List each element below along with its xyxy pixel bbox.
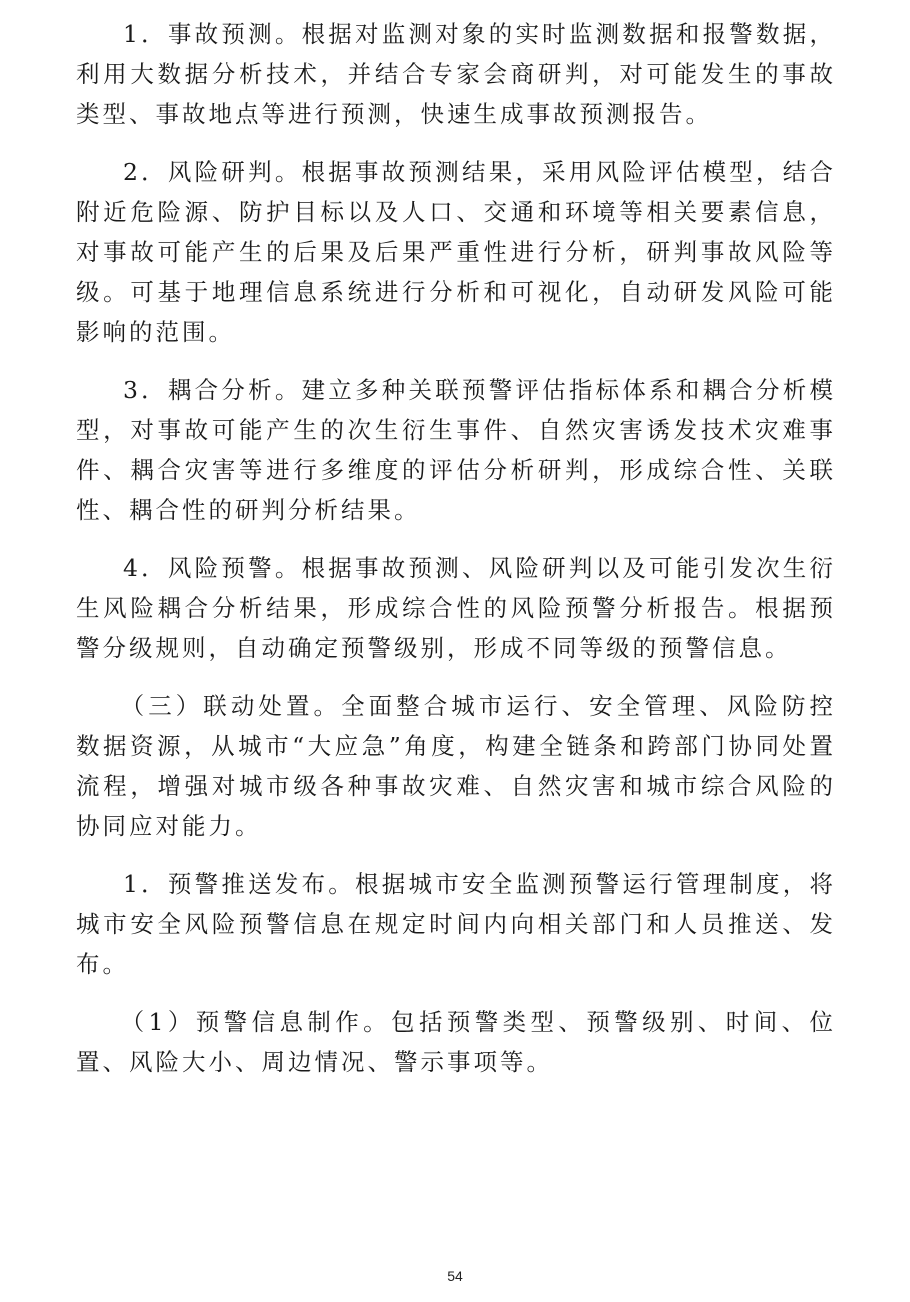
body-text: [76, 14, 836, 1100]
paragraph-linked-response: （三）联动处置。全面整合城市运行、安全管理、风险防控数据资源，从城市“大应急”角度，构建全链条和跨部门协同处置流程，增强对城市级各种事故灾难、自然灾害和城市综合风险的协同应对能力。: [76, 692, 836, 840]
paragraph-risk-assessment: 2．风险研判。根据事故预测结果，采用风险评估模型，结合附近危险源、防护目标以及人口、交通和环境等相关要素信息，对事故可能产生的后果及后果严重性进行分析，研判事故风险等级。可基于地理信息系统进行分析和可视化，自动研发风险可能影响的范围。: [76, 158, 836, 346]
page-number: 54: [447, 1268, 463, 1284]
paragraph-risk-warning: 4．风险预警。根据事故预测、风险研判以及可能引发次生衍生风险耦合分析结果，形成综合性的风险预警分析报告。根据预警分级规则，自动确定预警级别，形成不同等级的预警信息。: [76, 554, 836, 662]
paragraph-accident-prediction: 1．事故预测。根据对监测对象的实时监测数据和报警数据，利用大数据分析技术，并结合专家会商研判，对可能发生的事故类型、事故地点等进行预测，快速生成事故预测报告。: [76, 20, 836, 128]
paragraph-warning-info-creation: （1）预警信息制作。包括预警类型、预警级别、时间、位置、风险大小、周边情况、警示事项等。: [76, 1008, 836, 1076]
paragraph-warning-push: 1．预警推送发布。根据城市安全监测预警运行管理制度，将城市安全风险预警信息在规定时间内向相关部门和人员推送、发布。: [76, 870, 836, 978]
paragraph-coupling-analysis: 3．耦合分析。建立多种关联预警评估指标体系和耦合分析模型，对事故可能产生的次生衍生事件、自然灾害诱发技术灾难事件、耦合灾害等进行多维度的评估分析研判，形成综合性、关联性、耦合性的研判分析结果。: [76, 376, 836, 524]
